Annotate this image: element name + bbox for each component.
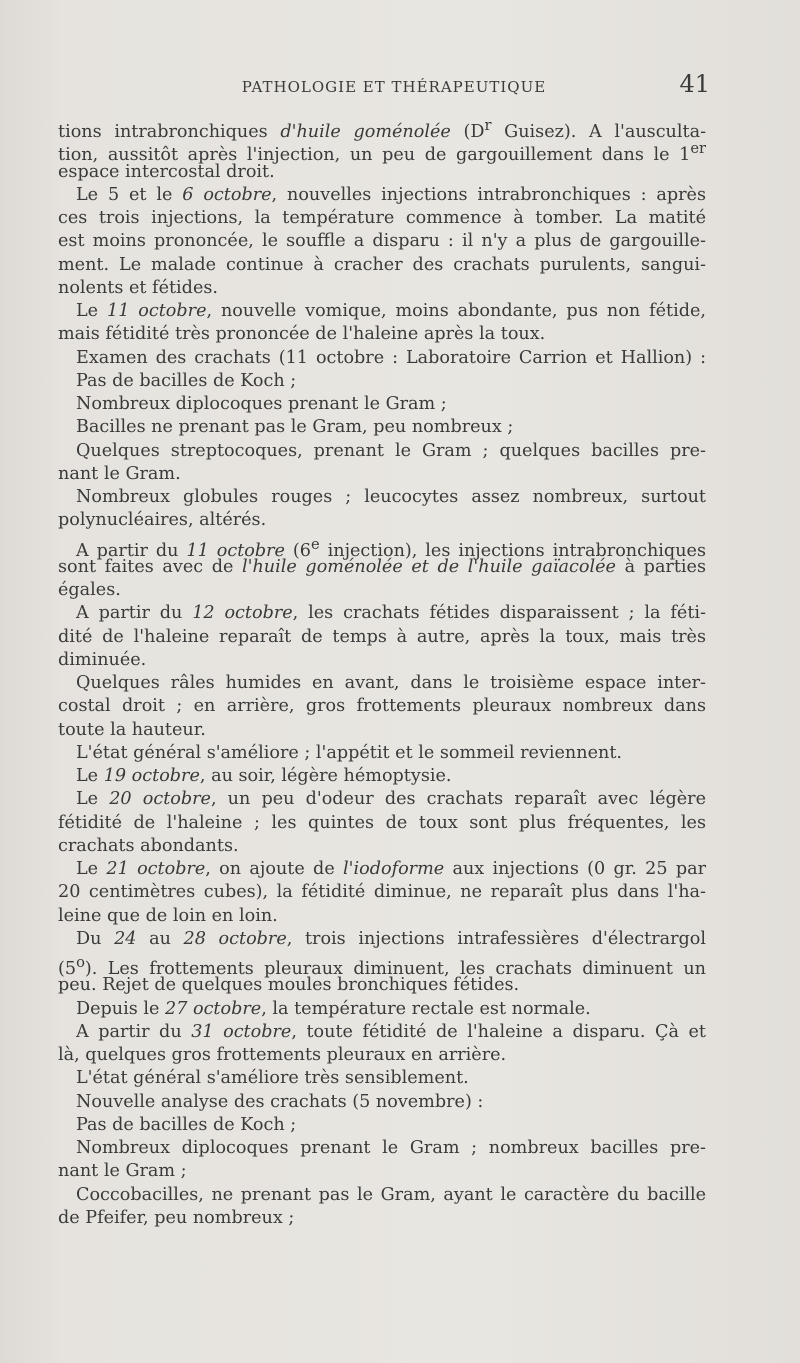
text-line: L'état général s'améliore très sensiblement.: [76, 1068, 469, 1089]
body-text: [58, 114, 706, 1230]
text-line: Examen des crachats (11 octobre : Laboratoire Carrion et Hallion) :: [76, 347, 706, 368]
text-line: polynucléaires, altérés.: [58, 510, 267, 531]
text-line: est moins prononcée, le souffle a disparu : il n'y a plus de gargouille-: [58, 231, 706, 252]
text-line: espace intercostal droit.: [58, 161, 275, 182]
text-line: ment. Le malade continue à cracher des crachats purulents, sangui-: [58, 254, 706, 275]
text-line: Bacilles ne prenant pas le Gram, peu nombreux ;: [76, 417, 514, 438]
text-line: A partir du 12 octobre, les crachats fétides disparaissent ; la féti-: [76, 603, 706, 624]
text-line: Pas de bacilles de Koch ;: [76, 370, 297, 391]
text-line: toute la hauteur.: [58, 719, 206, 740]
text-line: Le 11 octobre, nouvelle vomique, moins abondante, pus non fétide,: [76, 301, 706, 321]
text-line: nant le Gram ;: [58, 1161, 187, 1182]
text-line: Coccobacilles, ne prenant pas le Gram, ayant le caractère du bacille: [76, 1184, 706, 1205]
text-line: (5$^o$). Les frottements pleuraux diminuent, les crachats diminuent un: [58, 954, 706, 979]
text-line: tions intrabronchiques d'huile goménolée ($D^r$ Guisez). A l'ausculta-: [58, 117, 707, 142]
text-line: Pas de bacilles de Koch ;: [76, 1114, 297, 1135]
page-number: 41: [679, 70, 710, 98]
text-line: A partir du 11 octobre (6e injection), les injections intrabronchiques: [76, 535, 706, 561]
text-line: nant le Gram.: [58, 463, 181, 484]
text-line: là, quelques gros frottements pleuraux en arrière.: [58, 1045, 507, 1065]
text-line: dité de l'haleine reparaît de temps à autre, après la toux, mais très: [58, 626, 706, 647]
text-line: Quelques râles humides en avant, dans le troisième espace inter-: [76, 673, 706, 693]
text-line: diminuée.: [58, 649, 147, 670]
text-line: Depuis le 27 octobre, la température rectale est normale.: [76, 998, 591, 1019]
text-line: Nombreux diplocoques prenant le Gram ;: [76, 394, 447, 414]
text-line: sont faites avec de l'huile goménolée et de l'huile gaïacolée à parties: [58, 556, 706, 577]
text-line: Nouvelle analyse des crachats (5 novembre) :: [76, 1091, 484, 1112]
text-line: ces trois injections, la température commence à tomber. La matité: [58, 208, 706, 228]
text-line: Le 19 octobre, au soir, légère hémoptysie.: [76, 766, 452, 786]
text-line: leine que de loin en loin.: [58, 905, 278, 926]
text-line: Le 21 octobre, on ajoute de l'iodoforme aux injections (0 gr. 25 par: [76, 859, 706, 879]
text-line: 20 centimètres cubes), la fétidité diminue, ne reparaît plus dans l'ha-: [58, 882, 706, 903]
text-line: peu. Rejet de quelques moules bronchiques fétides.: [58, 975, 520, 996]
text-line: Le 5 et le 6 octobre, nouvelles injections intrabronchiques : après: [76, 184, 706, 205]
running-title: PATHOLOGIE ET THÉRAPEUTIQUE: [241, 78, 547, 96]
text-line: costal droit ; en arrière, gros frottements pleuraux nombreux dans: [58, 696, 706, 717]
text-line: égales.: [58, 580, 121, 600]
text-line: Nombreux globules rouges ; leucocytes assez nombreux, surtout: [76, 487, 706, 507]
text-line: mais fétidité très prononcée de l'haleine après la toux.: [58, 324, 546, 345]
text-line: tion, aussitôt après l'injection, un peu de gargouillement dans le 1er: [58, 140, 706, 166]
text-line: de Pfeifer, peu nombreux ;: [58, 1207, 295, 1228]
text-line: nolents et fétides.: [58, 277, 218, 298]
text-line: Du 24 au 28 octobre, trois injections intrafessières d'électrargol: [76, 928, 706, 949]
text-line: L'état général s'améliore ; l'appétit et le sommeil reviennent.: [76, 742, 622, 763]
text-line: fétidité de l'haleine ; les quintes de toux sont plus fréquentes, les: [58, 812, 706, 833]
text-line: Quelques streptocoques, prenant le Gram ; quelques bacilles pre-: [76, 440, 706, 461]
text-line: Le 20 octobre, un peu d'odeur des crachats reparaît avec légère: [76, 789, 706, 810]
text-line: Nombreux diplocoques prenant le Gram ; nombreux bacilles pre-: [76, 1138, 706, 1158]
page-header: [76, 70, 712, 102]
text-line: A partir du 31 octobre, toute fétidité de l'haleine a disparu. Çà et: [76, 1021, 706, 1042]
text-line: crachats abondants.: [58, 835, 239, 856]
